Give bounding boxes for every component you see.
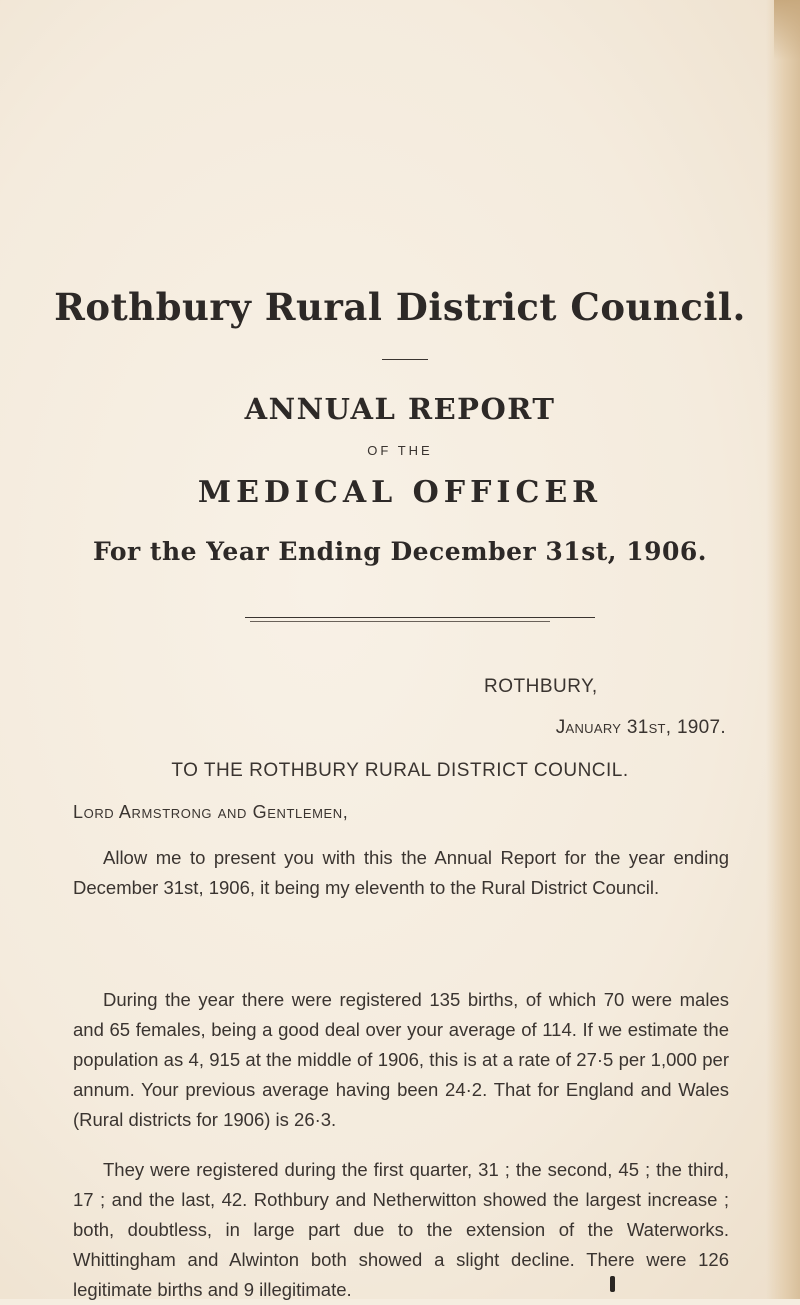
paragraph-intro: Allow me to present you with this the Annual Report for the year ending December 31st, 1906, it being my eleventh to the Rural District Council. [73, 847, 729, 898]
letter-place: ROTHBURY, [484, 676, 598, 697]
paper-edge-stain [766, 0, 800, 1299]
of-the-label: OF THE [367, 443, 433, 458]
paragraph-births: During the year there were registered 135 births, of which 70 were males and 65 females, being a good deal over your average of 114. If we estimate the population as 4, 915 at the middle of 1906, this is at a rate of 27·5 per 1,000 per annum. Your previous average having been 24·2. That for England and Wales (Rural districts for 1906) is 26·3. [73, 989, 729, 1130]
paragraph-quarters: They were registered during the first quarter, 31 ; the second, 45 ; the third, 17 ; and the last, 42. Rothbury and Netherwitton showed the largest increase ; both, doubtless, in large part due to the extension of the Waterworks. Whittingham and Alwinton both showed a slight decline. There were 126 legitimate births and 9 illegitimate. [73, 1159, 729, 1300]
header-divider [245, 617, 595, 618]
title-divider [382, 359, 428, 360]
letter-date: January 31st, 1907. [555, 717, 726, 738]
year-ending-line: For the Year Ending December 31st, 1906. [92, 537, 708, 566]
medical-officer-title: MEDICAL OFFICER [197, 475, 603, 510]
header-divider-secondary [250, 621, 550, 622]
report-title: ANNUAL REPORT [244, 392, 556, 426]
letter-salutation: Lord Armstrong and Gentlemen, [73, 802, 349, 822]
letter-addressee: TO THE ROTHBURY RURAL DISTRICT COUNCIL. [171, 760, 629, 781]
ink-speck [610, 1276, 615, 1292]
paper-corner-stain [774, 0, 800, 60]
council-title: Rothbury Rural District Council. [54, 285, 746, 329]
